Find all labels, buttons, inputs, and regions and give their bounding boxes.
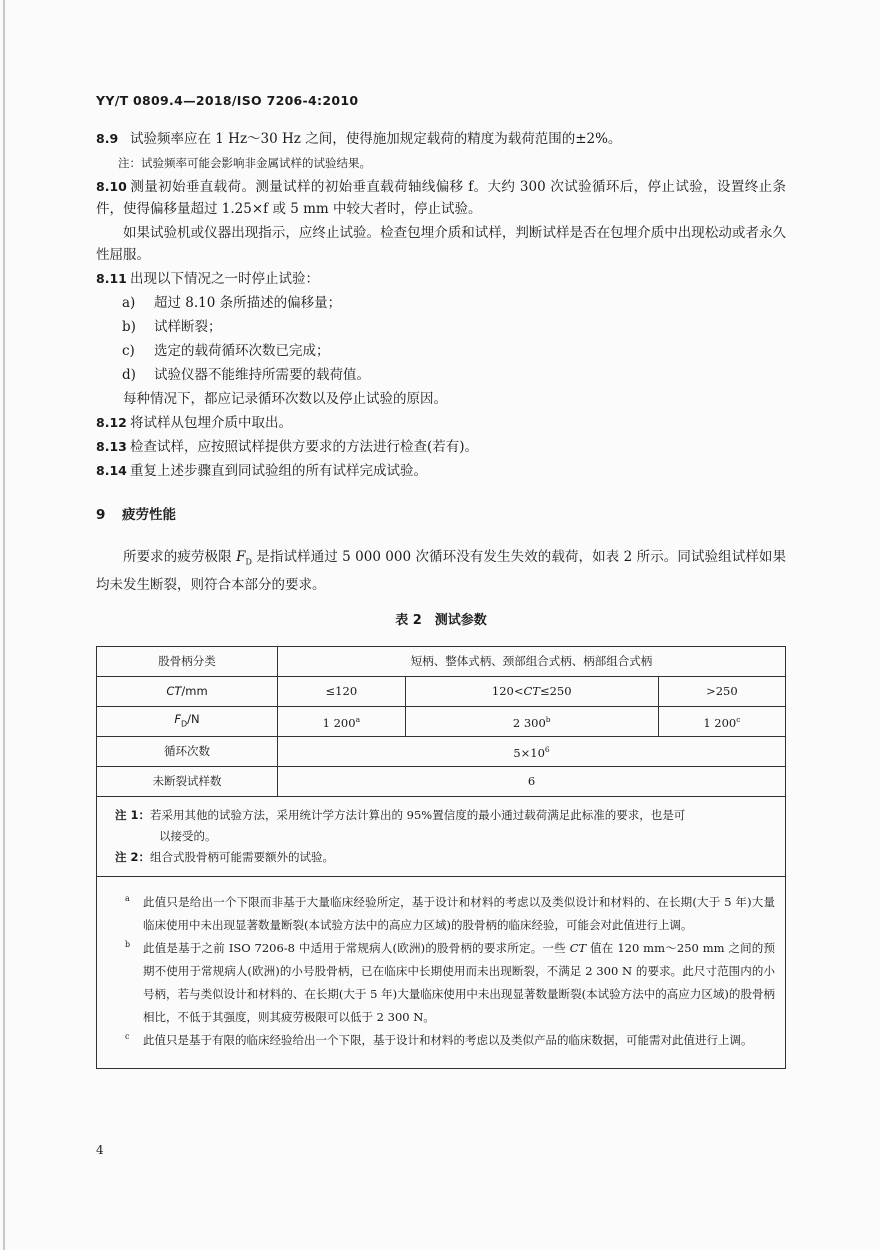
fatigue-limit-symbol: F [236, 549, 246, 565]
table-footnotes-row [97, 876, 786, 1068]
list-item [96, 316, 786, 338]
clause-8-11 [96, 268, 786, 290]
clause-number: 8.12 [96, 415, 127, 430]
footnote-a [125, 891, 775, 937]
clause-8-11-paragraph: 每种情况下，都应记录循环次数以及停止试验的原因。 [123, 391, 447, 407]
table-title: 表 2 测试参数 [395, 612, 487, 628]
clause-text: 试验频率应在 1 Hz～30 Hz 之间，使得施加规定载荷的精度为载荷范围的±2%。 [130, 131, 622, 147]
footnote-text: 此值是基于之前 ISO 7206-8 中适用于常规病人(欧洲)的股骨柄的要求所定。一些 [143, 940, 570, 955]
page-number: 4 [96, 1143, 104, 1157]
note-label: 注 2： [115, 849, 151, 864]
list-item-text: 选定的载荷循环次数已完成； [154, 343, 330, 359]
row-header: 循环次数 [97, 736, 278, 766]
footnote-text: 值在 120 mm～250 mm 之间的预期不使用于常规病人(欧洲)的小号股骨柄，已在临床中长期使用而未出现断裂，不满足 2 300 N 的要求。此尺寸范围内的小号柄，若与类似设计和材料的、在长期(大于 5 年)大量临床使用中未出现显著数量断裂(本试验方法中的高应力区域)的股骨柄相比，不低于其强度，则其疲劳极限可以低于 2 300 N。 [143, 940, 776, 1024]
stop-conditions-list [96, 292, 786, 386]
ct-symbol: CT [569, 940, 587, 955]
section-9-paragraph [96, 546, 786, 596]
cell-value: 1 200 [322, 715, 356, 730]
table-row [97, 736, 786, 766]
clause-8-9-note: 注：试验频率可能会影响非金属试样的试验结果。 [118, 156, 371, 170]
footnote-text: 此值只是给出一个下限而非基于大量临床经验所定，基于设计和材料的考虑以及类似设计和材料的、在长期(大于 5 年)大量临床使用中未出现显著数量断裂(本试验方法中的高应力区域)的股骨柄的临床经验，可能会对此值进行上调。 [143, 894, 775, 932]
table-cell [405, 706, 658, 736]
table-row [97, 766, 786, 796]
table-row [97, 646, 786, 676]
page-binding-edge [3, 0, 5, 1250]
list-item-label: c) [122, 343, 135, 359]
list-item-label: a) [122, 295, 136, 311]
table-notes [97, 796, 786, 876]
unit: /N [187, 711, 200, 726]
note-text-continued: 以接受的。 [159, 828, 217, 843]
page-body [96, 128, 786, 1069]
list-item-label: d) [122, 367, 136, 383]
footnote-marker: c [125, 1031, 130, 1041]
cell-value: 2 300 [512, 715, 546, 730]
cell-value: 1 200 [703, 715, 737, 730]
cell-value: 5×10 [513, 745, 545, 760]
exponent: 6 [544, 744, 550, 754]
row-header: 未断裂试样数 [97, 766, 278, 796]
list-item-text: 超过 8.10 条所描述的偏移量； [154, 295, 342, 311]
table-cell [658, 706, 785, 736]
footnote-marker: b [125, 939, 131, 949]
table-cell [405, 676, 658, 706]
cell-text: 120< [491, 684, 524, 699]
table-notes-row [97, 796, 786, 876]
ct-symbol: CT [523, 684, 540, 699]
clause-number: 8.14 [96, 463, 127, 478]
section-9-heading [96, 504, 786, 526]
clause-text: 测量初始垂直载荷。测量试样的初始垂直载荷轴线偏移 f。大约 300 次试验循环后，停止试验，设置终止条件，使得偏移量超过 1.25×f 或 5 mm 中较大者时，停止试验。 [96, 179, 786, 217]
test-parameters-table [96, 646, 786, 1069]
table-row [97, 706, 786, 736]
clause-text: 检查试样，应按照试样提供方要求的方法进行检查(若有)。 [130, 439, 479, 455]
table-cell: >250 [658, 676, 785, 706]
row-header [97, 676, 278, 706]
list-item [96, 364, 786, 386]
clause-number: 8.9 [96, 131, 119, 146]
footnote-mark: c [736, 714, 741, 724]
clause-text: 重复上述步骤直到同试验组的所有试样完成试验。 [130, 463, 427, 479]
table-cell [278, 736, 786, 766]
footnote-c [125, 1029, 775, 1052]
standard-header: YY/T 0809.4—2018/ISO 7206-4:2010 [96, 93, 359, 108]
table-cell: 6 [278, 766, 786, 796]
clause-8-10 [96, 176, 786, 220]
footnote-b [125, 937, 775, 1029]
table-cell: ≤120 [278, 676, 406, 706]
section-number: 9 [96, 507, 106, 523]
footnote-mark: b [545, 714, 551, 724]
fatigue-limit-subscript: D [245, 557, 252, 567]
row-header [97, 706, 278, 736]
clause-number: 8.13 [96, 439, 127, 454]
clause-text: 出现以下情况之一时停止试验： [130, 271, 319, 287]
table-cell [278, 706, 406, 736]
ct-symbol: CT [166, 684, 182, 699]
footnote-mark: a [355, 714, 361, 724]
footnote-marker: a [125, 893, 130, 903]
paragraph-text: 是指试样通过 5 000 000 次循环没有发生失效的载荷，如表 2 所示。同试验组试样如果均未发生断裂，则符合本部分的要求。 [96, 549, 786, 593]
note-text: 组合式股骨柄可能需要额外的试验。 [150, 849, 335, 864]
clause-number: 8.11 [96, 271, 127, 286]
table-note-1 [115, 805, 775, 847]
clause-8-10-paragraph: 如果试验机或仪器出现指示，应终止试验。检查包埋介质和试样，判断试样是否在包埋介质中出现松动或者永久性屈服。 [96, 225, 786, 263]
clause-number: 8.10 [96, 179, 127, 194]
row-header: 股骨柄分类 [97, 646, 278, 676]
fd-symbol: F [174, 711, 181, 726]
list-item [96, 340, 786, 362]
list-item-text: 试验仪器不能维持所需要的载荷值。 [154, 367, 370, 383]
table-cell: 短柄、整体式柄、颈部组合式柄、柄部组合式柄 [278, 646, 786, 676]
list-item-text: 试样断裂； [154, 319, 222, 335]
clause-8-12 [96, 412, 786, 434]
clause-8-13 [96, 436, 786, 458]
table-row [97, 676, 786, 706]
fd-subscript: D [180, 718, 188, 728]
note-text: 若采用其他的试验方法，采用统计学方法计算出的 95%置信度的最小通过载荷满足此标准的要求，也是可 [150, 807, 686, 822]
paragraph-text: 所要求的疲劳极限 [123, 549, 237, 565]
clause-text: 将试样从包埋介质中取出。 [130, 415, 292, 431]
table-note-2 [115, 847, 775, 868]
clause-8-14 [96, 460, 786, 482]
list-item-label: b) [122, 319, 136, 335]
section-title: 疲劳性能 [122, 507, 176, 523]
clause-8-9 [96, 128, 786, 150]
table-footnotes [97, 876, 786, 1068]
note-label: 注 1： [115, 807, 151, 822]
list-item [96, 292, 786, 314]
footnote-text: 此值只是基于有限的临床经验给出一个下限，基于设计和材料的考虑以及类似产品的临床数据，可能需对此值进行上调。 [143, 1032, 753, 1047]
unit: /mm [181, 684, 208, 699]
cell-text: ≤250 [539, 684, 572, 699]
